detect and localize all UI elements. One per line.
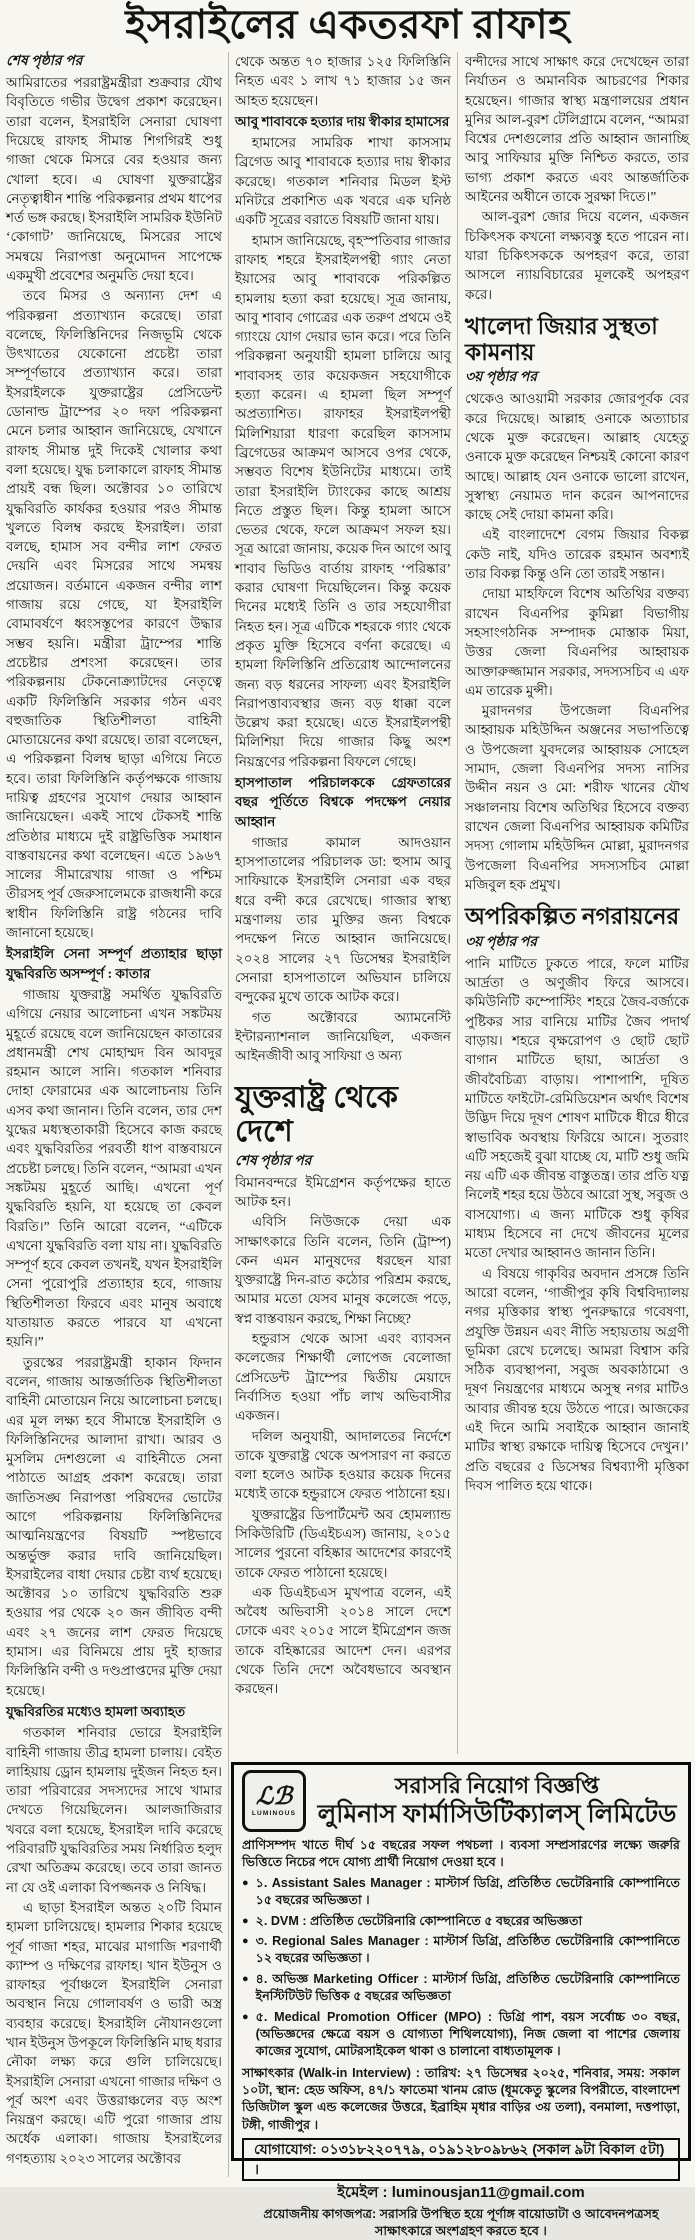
masthead [0, 0, 695, 48]
luminous-logo-icon [242, 1770, 306, 1832]
ad-intro: প্রাণিসম্পদ খাতে দীর্ঘ ১৫ বছরের সফল পথচলা । ব্যবসা সম্প্রসারণের লক্ষ্যে জরুরি ভিত্তিতে নিচের পদে যোগ্য প্রার্থী নিয়োগ দেওয়া হবে । [242, 1838, 680, 1870]
article-paragraph: থেকেও আওয়ামী সরকার জোরপূর্বক বের করে দিয়েছে। আল্লাহ ওনাকে অত্যাচার থেকে মুক্ত করেছেন। আল্লাহ যেহেতু ওনাকে মুক্ত করেছেন নিশ্চয়ই কোনো কারণ আছে। আল্লাহ যেন ওনাকে ভালো রাখেন, সুস্বাস্থ্য নেয়ামত দান করেন আপনাদের কাছে সেই দোয়া কামনা করি। [465, 391, 689, 523]
article-paragraph: যুক্তরাষ্ট্রের ডিপার্টমেন্ট অব হোমল্যান্ড সিকিউরিটি (ডিএইচএস) জানায়, ২০১৫ সালের পুরনো বহিষ্কার আদেশের কারণেই তাকে ফেরত পাঠানো হয়েছে। [235, 1506, 451, 1580]
bullet-icon: ● [242, 2010, 249, 2023]
page-headline: ইসরাইলের একতরফা রাফাহ [125, 2, 570, 47]
logo-monogram: ℒℬ [255, 1780, 293, 1810]
ad-position-text: ২. DVM : প্রতিষ্ঠিত ভেটেরিনারি কোম্পানিতে ৫ বছরের অভিজ্ঞতা [255, 1913, 583, 1928]
article-paragraph: দোয়া মাহফিলে বিশেষ অতিথির বক্তব্য রাখেন বিএনপির কুমিল্লা বিভাগীয় সহসাংগঠনিক সম্পাদক মোস্তাক মিয়া, উত্তর জেলা বিএনপির আহ্বায়ক আক্তারুজ্জামান সরকার, সদস্যসচিব এ এফ এম তারেক মুন্সী। [465, 586, 689, 698]
ad-company-name: লুমিনাস ফার্মাসিউটিক্যালস্ লিমিটেড [317, 1799, 677, 1828]
article-paragraph: গত অক্টোবরে অ্যামনেস্টি ইন্টারন্যাশনাল জানিয়েছিল, একজন আইনজীবী আবু সাফিয়া ও অন্য [235, 1009, 451, 1064]
headline-khaleda-zia: খালেদা জিয়ার সুস্থতা কামনায় [465, 313, 658, 365]
ad-documents-note: প্রয়োজনীয় কাগজপত্র: সরাসরি উপস্থিত হয়ে পূর্ণাঙ্গ বায়োডাটা ও আবেদনপত্রসহ সাক্ষাৎকারে অংশগ্রহণ করতে হবে । [263, 2206, 659, 2238]
article-paragraph: গাজার কামাল আদওয়ান হাসপাতালের পরিচালক ডা: হুসাম আবু সাফিয়াকে ইসরাইলি সেনারা এক বছর ধরে বন্দী করে রেখেছে। গাজার স্বাস্থ্য মন্ত্রণালয় তার মুক্তির জন্য বিশ্বকে পদক্ষেপ নিতে আহ্বান জানিয়েছে। ২০২৪ সালের ২৭ ডিসেম্বর ইসরাইলি সেনারা হাসপাতালে অভিযান চালিয়ে বন্দুকের মুখে তাকে আটক করে। [235, 834, 451, 1005]
right-region [229, 52, 691, 2238]
ad-titles [314, 1773, 680, 1828]
article-paragraph: গাজায় যুক্তরাষ্ট্র সমর্থিত যুদ্ধবিরতি এগিয়ে নেয়ার আলোচনা এখন সঙ্কটময় মুহূর্তে রয়েছে বলে জানিয়েছেন কাতারের প্রধানমন্ত্রী শেখ মোহাম্মদ বিন আবদুর রহমান আলে সানি। গতকাল শনিবার দোহা ফোরামের এক আলোচনায় তিনি এসব কথা জানান। তিনি বলেন, তার দেশ যুদ্ধের মধ্যস্থতাকারী হিসেবে কাজ করছে এবং যুদ্ধবিরতির পরবর্তী ধাপ বাস্তবায়নে প্রচেষ্টা চলছে। তিনি বলেন, “আমরা এখন সঙ্কটময় মুহূর্তে আছি। এখনো পূর্ণ যুদ্ধবিরতি হয়নি, যা হয়েছে তা কেবল বিরতি।” তিনি আরো বলেন, “এটিকে এখনো যুদ্ধবিরতি বলা যায় না। যুদ্ধবিরতি সম্পূর্ণ হবে কেবল তখনই, যখন ইসরাইলি সেনা পুরোপুরি প্রত্যাহার হবে, গাজায় স্থিতিশীলতা ফিরবে এবং মানুষ অবাধে যাতায়াত করতে পারবে যা এখনো হয়নি।” [6, 986, 222, 1350]
ad-header [242, 1770, 680, 1832]
continued-from-label: ৩য় পৃষ্ঠার পর [465, 934, 537, 950]
article-paragraph: হামাসের সামরিক শাখা কাসসাম ব্রিগেড আবু শাবাবকে হত্যার দায় স্বীকার করেছে। গতকাল শনিবার মিডল ইস্ট মনিটরে প্রকাশিত এক খবরে এক ঘনিষ্ঠ একটি সূত্রের বরাতে বিষয়টি জানা যায়। [235, 135, 451, 228]
article-paragraph: বন্দীদের সাথে সাক্ষাৎ করে দেখেছেন তারা নির্যাতন ও অমানবিক আচরণের শিকার হয়েছেন। গাজার স্বাস্থ্য মন্ত্রণালয়ের প্রধান মুনির আল-বুরশ টেলিগ্রামে বলেন, “আমরা বিশ্বের দেশগুলোর প্রতি আহ্বান জানাচ্ছি আবু সাফিয়ার মুক্তি নিশ্চিত করতে, তার ভাগ্য প্রকাশ করতে এবং আন্তর্জাতিক আইনের অধীনে তাকে সুরক্ষা দিতে।” [465, 54, 689, 205]
article-paragraph: বিমানবন্দরে ইমিগ্রেশন কর্তৃপক্ষের হাতে আটক হন। [235, 1174, 451, 1209]
column-3 [458, 52, 691, 1754]
ad-position-text: ৩. Regional Sales Manager : মাস্টার্স ডিগ্রি, প্রতিষ্ঠিত ভেটেরিনারি কোম্পানিতে ১২ বছরের অভিজ্ঞতা । [255, 1934, 680, 1966]
article-paragraph: এবিসি নিউজকে দেয়া এক সাক্ষাৎকারে তিনি বলেন, তিনি (ট্রাম্প) কেন এমন মানুষদের ধরছেন যারা যুক্তরাষ্ট্রে দিন-রাত কঠোর পরিশ্রম করছে, আমার মতো যেসব মানুষ কলেজে পড়ে, স্বপ্ন বাস্তবায়ন করছে, শিক্ষা নিচ্ছে? [235, 1214, 451, 1326]
subheadline-qatar-ceasefire: ইসরাইলি সেনা সম্পূর্ণ প্রত্যাহার ছাড়া যুদ্ধবিরতি অসম্পূর্ণ : কাতার [6, 946, 222, 981]
column-2 [229, 52, 458, 1754]
headline-us-to-home: যুক্তরাষ্ট্র থেকে দেশে [235, 1081, 398, 1149]
recruitment-ad [231, 1762, 691, 2238]
article-paragraph: হামাস জানিয়েছে, বৃহস্পতিবার গাজার রাফাহ শহরে ইসরাইলপন্থী গ্যাং নেতা ইয়াসের আবু শাবাবকে পরিকল্পিত হামলায় হত্যা করা হয়েছে। সূত্র জানায়, আবু শাবাব গোত্রের এক তরুণ প্রথমে ওই গ্যাংয়ে যোগ দেয়ার ভান করে। পরে তিনি পরিকল্পনা অনুযায়ী হামলা চালিয়ে আবু শাবাবসহ তার কয়েকজন সহযোগীকে হত্যা করেন। এ হামলা ছিল সম্পূর্ণ অপ্রত্যাশিত। রাফাহর ইসরাইলপন্থী মিলিশিয়ারা ধারণা করেছিল কাসসাম ব্রিগেডের আক্রমণ আসবে ওপর থেকে, সম্ভবত বিশেষ ইউনিটের মাধ্যমে। তাই তারা ইসরাইলি ট্যাংকের কাছে আশ্রয় নিতে প্রস্তুত ছিল। কিন্তু হামলা আসে ভেতর থেকে, ফলে আক্রমণ সফল হয়। সূত্র আরো জানায়, কয়েক দিন আগে আবু শাবাব ভিডিও বার্তায় রাফাহ ‘পরিষ্কার’ করার ঘোষণা দিয়েছিলেন। কিন্তু কয়েক দিনের মধ্যেই তিনি ও তার সহযোগীরা নিহত হন। সূত্র এটিকে শহরকে গ্যাং থেকে প্রকৃত মুক্তি হিসেবে বর্ণনা করেছে। এ হামলা ফিলিস্তিনি প্রতিরোধ আন্দোলনের জন্য বড় ধরনের সাফল্য এবং ইসরাইলি নিরাপত্তাব্যবস্থার জন্য বড় ধাক্কা বলে উল্লেখ করা হয়েছে। এতে ইসরাইলপন্থী মিলিশিয়া দিয়ে গাজার কিছু অংশ নিয়ন্ত্রণের পরিকল্পনা বিফলে গেছে। [235, 232, 451, 769]
headline-unplanned-urbanization: অপরিকল্পিত নগরায়নের [465, 904, 680, 930]
article-paragraph: দলিল অনুযায়ী, আদালতের নির্দেশে তাকে যুক্তরাষ্ট্র থেকে অপসারণ না করতে বলা হলেও আটক হওয়ার কয়েক দিনের মধ্যেই তাকে হন্ডুরাসে ফেরত পাঠানো হয়। [235, 1428, 451, 1502]
article-paragraph: গতকাল শনিবার ভোরে ইসরাইলি বাহিনী গাজায় তীব্র হামলা চালায়। বেইত লাহিয়ায় ড্রোন হামলায় দুইজন নিহত হন। তারা পরিবারের সদস্যদের সাথে খামার দেখতে গিয়েছিলেন। আলজাজিরার খবরে বলা হয়েছে, ইসরাইল দাবি করেছে পরিবারটি যুদ্ধবিরতির সময় নির্ধারিত হলুদ রেখা অতিক্রম করেছে। তবে তারা জানত না যে ওই এলাকা বিপজ্জনক ও নিষিদ্ধ। [6, 1725, 222, 1895]
logo-brand-text: LUMINOUS [251, 1809, 297, 1817]
ad-title: সরাসরি নিয়োগ বিজ্ঞপ্তি [394, 1773, 600, 1799]
article-paragraph: এ বিষয়ে গাকৃবির অবদান প্রসঙ্গে তিনি আরো বলেন, ‘গাজীপুর কৃষি বিশ্ববিদ্যালয় নগর মৃত্তিকার স্বাস্থ্য পুনরুদ্ধারে গবেষণা, প্রযুক্তি উন্নয়ন এবং নীতি সহায়তায় অগ্রণী ভূমিকা রেখে চলেছে। আমরা বিশ্বাস করি সঠিক ব্যবস্থাপনা, সবুজ অবকাঠামো ও দূষণ নিয়ন্ত্রণের মাধ্যমে অসুস্থ নগর মাটিও আবার জীবন্ত হয়ে উঠতে পারে। আজকের এই দিনে আমি সবাইকে আহ্বান জানাই মাটির স্বাস্থ্য রক্ষাকে দায়িত্ব হিসেবে দেখুন।’ প্রতি বছরের ৫ ডিসেম্বর বিশ্বব্যাপী মৃত্তিকা দিবস পালিত হয়ে থাকে। [465, 1265, 689, 1493]
column-1 [4, 52, 229, 2177]
article-paragraph: এই বাংলাদেশে বেগম জিয়ার বিকল্প কেউ নাই, যদিও তারেক রহমান অবশ্যই তার বিকল্প কিন্তু ওনি তো তারই সন্তান। [465, 527, 689, 582]
ad-position-item [242, 1875, 680, 1910]
article-paragraph: তবে মিসর ও অন্যান্য দেশ এ পরিকল্পনা প্রত্যাখ্যান করেছে। তারা বলেছে, ফিলিস্তিনিদের নিজভূমি থেকে উৎখাতের যেকোনো প্রচেষ্টা তারা সম্পূর্ণভাবে প্রত্যাখ্যান করে। তারা ইসরাইলকে যুক্তরাষ্ট্রের প্রেসিডেন্ট ডোনাল্ড ট্রাম্পের ২০ দফা পরিকল্পনা মেনে চলার আহ্বান জানিয়েছে, যেখানে রাফাহ সীমান্ত দুই দিকেই খোলার কথা বলা হয়েছে। যুদ্ধ চলাকালে রাফাহ সীমান্ত প্রায়ই বন্ধ ছিল। অক্টোবর ১০ তারিখে যুদ্ধবিরতি কার্যকর হওয়ার পরও সীমান্ত খুলতে বিলম্ব করছে ইসরাইল। তারা বলছে, হামাস সব বন্দীর লাশ ফেরত দেয়নি এবং মিসরের সাথে সমন্বয় প্রয়োজন। বর্তমানে একজন বন্দীর লাশ গাজায় রয়ে গেছে, যা ইসরাইলি বোমাবর্ষণে ধ্বংসস্তূপের কারণে উদ্ধার সম্ভব হয়নি। মন্ত্রীরা ট্রাম্পের শান্তি প্রচেষ্টার প্রশংসা করেছেন। তার পরিকল্পনায় টেকনোক্র্যাটদের নেতৃত্বে একটি ফিলিস্তিনি সরকার গঠন এবং বহুজাতিক স্থিতিশীলতা বাহিনী মোতায়েনের কথা রয়েছে। তারা বলেছেন, এ পরিকল্পনা বিলম্ব ছাড়া এগিয়ে নিতে হবে। তারা ফিলিস্তিনি কর্তৃপক্ষকে গাজায় দায়িত্ব গ্রহণের সুযোগ দেয়ার আহ্বান জানিয়েছেন। একই সাথে টেকসই শান্তি প্রতিষ্ঠার মাধ্যমে দুই রাষ্ট্রভিত্তিক সমাধান বাস্তবায়নের কথা বলেছেন। এতে ১৯৬৭ সালের সীমারেখায় গাজা ও পশ্চিম তীরসহ পূর্ব জেরুসালেমকে রাজধানী করে স্বাধীন ফিলিস্তিনি রাষ্ট্র গঠনের দাবি জানানো হয়েছে। [6, 288, 222, 941]
ad-position-item [242, 1913, 680, 1931]
bullet-icon: ● [242, 1876, 249, 1889]
continued-from-label: শেষ পৃষ্ঠার পর [235, 1153, 312, 1169]
article-paragraph: তুরস্কের পররাষ্ট্রমন্ত্রী হাকান ফিদান বলেন, গাজায় আন্তর্জাতিক স্থিতিশীলতা বাহিনী মোতায়েন নিয়ে আলোচনা চলছে। এর মূল লক্ষ্য হবে সীমান্তে ইসরাইলি ও ফিলিস্তিনিদের আলাদা রাখা। আরব ও মুসলিম দেশগুলো এ বাহিনীতে সেনা পাঠাতে আগ্রহ প্রকাশ করেছে। তারা জাতিসঙ্ঘ নিরাপত্তা পরিষদের ভোটের আগে পরিকল্পনায় ফিলিস্তিনিদের আত্মনিয়ন্ত্রণের বিষয়টি স্পষ্টভাবে অন্তর্ভুক্ত করার দাবি জানিয়েছিল। ইসরাইলের বাধা দেয়ার চেষ্টা ব্যর্থ হয়েছে। অক্টোবর ১০ তারিখে যুদ্ধবিরতি শুরু হওয়ার পর থেকে ২০ জন জীবিত বন্দী এবং ২৭ জনের লাশ ফেরত দিয়েছে হামাস। এর বিনিময়ে প্রায় দুই হাজার ফিলিস্তিনি বন্দী ও দণ্ডপ্রাপ্তদের মুক্তি দেয়া হয়েছে। [6, 1354, 222, 1698]
article-paragraph: হন্ডুরাস থেকে আসা এবং ব্যাবসন কলেজের শিক্ষার্থী লোপেজ বেলোজা প্রেসিডেন্ট ট্রাম্পের দ্বিতীয় মেয়াদে নির্বাসিত হওয়া পাঁচ লাখ অভিবাসীর একজন। [235, 1331, 451, 1424]
article-paragraph: এ ছাড়া ইসরাইল অন্তত ২০টি বিমান হামলা চালিয়েছে। হামলার শিকার হয়েছে পূর্ব গাজা শহর, মাঝের মাগাজি শরণার্থী ক্যাম্প ও দক্ষিণের রাফাহ। খান ইউনুস ও রাফাহর পূর্বাঞ্চলে ইসরাইলি সেনারা অবস্থান নিয়ে গোলাবর্ষণ ও ভারী অস্ত্র ব্যবহার করেছে। ইসরাইলি নৌযানগুলো খান ইউনুস উপকূলে ফিলিস্তিনি মাছ ধরার নৌকা লক্ষ্য করে গুলি চালিয়েছে। ইসরাইলি সেনারা এখনো গাজার দক্ষিণ ও পূর্ব অংশ এবং উত্তরাঞ্চলের বড় অংশ নিয়ন্ত্রণ করছে। এটি পুরো গাজার প্রায় অর্ধেক এলাকা। গাজায় ইসরাইলের গণহত্যায় ২০২৩ সালের অক্টোবর [6, 1899, 222, 2166]
ad-position-text: ১. Assistant Sales Manager : মাস্টার্স ডিগ্রি, প্রতিষ্ঠিত ভেটেরিনারি কোম্পানিতে ১৫ বছরের অভিজ্ঞতা । [255, 1875, 680, 1908]
article-paragraph: মুরাদনগর উপজেলা বিএনপির আহ্বায়ক মহিউদ্দিন অঞ্জনের সভাপতিত্বে ও উপজেলা যুবদলের আহ্বায়ক সোহেল সামাদ, জেলা বিএনপির সদস্য নাসির উদ্দীন নয়ন ও মো: শরীফ খানের যৌথ সঞ্চালনায় বিশেষ অতিথির হিসেবে বক্তব্য রাখেন জেলা বিএনপির আহ্বায়ক কমিটির সদস্য গোলাম মহিউদ্দিন মোল্লা, মুরাদনগর উপজেলা বিএনপির সদস্যসচিব মোল্লা মজিবুল হক প্রমুখ। [465, 703, 689, 892]
article-paragraph: এক ডিএইচএস মুখপাত্র বলেন, এই অবৈধ অভিবাসী ২০১৪ সালে দেশে ঢোকে এবং ২০১৫ সালে ইমিগ্রেশন জজ তাকে বহিষ্কারের আদেশ দেন। এরপর থেকে তিনি দেশে অবৈধভাবে অবস্থান করছেন। [235, 1584, 451, 1697]
subheadline-hospital-director: হাসপাতাল পরিচালককে গ্রেফতারের বছর পূর্তিতে বিশ্বকে পদক্ষেপ নেয়ার আহ্বান [235, 774, 451, 829]
ad-position-item [242, 1933, 680, 1968]
ad-email: ইমেইল : luminousjan11@gmail.com [337, 2183, 585, 2201]
bullet-icon: ● [242, 1972, 249, 1985]
subheadline-attacks-continue: যুদ্ধবিরতির মধ্যেও হামলা অব্যাহত [6, 1703, 186, 1719]
two-column-block [229, 52, 691, 1754]
bullet-icon: ● [242, 1935, 249, 1948]
bullet-icon: ● [242, 1914, 249, 1927]
continued-from-label: শেষ পৃষ্ঠার পর [6, 54, 83, 69]
article-paragraph: থেকে অন্তত ৭০ হাজার ১২৫ ফিলিস্তিনি নিহত এবং ১ লাখ ৭১ হাজার ১৫ জন আহত হয়েছেন। [235, 54, 451, 108]
subheadline-abu-shabab: আবু শাবাবকে হত্যার দায় স্বীকার হামাসের [235, 113, 450, 129]
article-paragraph: আল-বুরশ জোর দিয়ে বলেন, একজন চিকিৎসক কখনো লক্ষ্যবস্তু হতে পারেন না। যারা চিকিৎসককে অপহরণ করে, তারা আসলে ন্যায়বিচারের মূলকেই অপহরণ করে। [465, 209, 689, 302]
article-paragraph: আমিরাতের পররাষ্ট্রমন্ত্রীরা শুক্রবার যৌথ বিবৃতিতে গভীর উদ্বেগ প্রকাশ করেছেন। তারা বলেন, ইসরাইলি সেনারা ঘোষণা দিয়েছে রাফাহ সীমান্ত শিগগিরই শুধু গাজা থেকে মিসরে বের হওয়ার জন্য খোলা হবে। এ ঘোষণা যুক্তরাষ্ট্রের নেতৃত্বাধীন শান্তি পরিকল্পনার প্রথম ধাপের শর্ত ভঙ্গ করছে। ইসরাইলি সামরিক ইউনিট ‘কোগাট’ জানিয়েছে, মিসরের সাথে সমন্বয়ে নিরাপত্তা অনুমোদন সাপেক্ষে একমুখী প্রবেশের অনুমতি দেয়া হবে। [6, 75, 222, 283]
ad-position-text: ৫. Medical Promotion Officer (MPO) : ডিগ্রি পাশ, বয়স সর্বোচ্চ ৩০ বছর, (অভিজ্ঞদের ক্ষেত্রে বয়স ও যোগ্যতা শিথিলযোগ্য), নিজ জেলা বা পাশের জেলায় কাজের সুযোগ, মোটরসাইকেল থাকা ও চালানো বাধ্যতামূলক । [255, 2009, 680, 2059]
ad-contact-phone: যোগাযোগ: ০১৩১৮২২০৭৭৯, ০১৯১২৮০৯৮৬২ (সকাল ৯টা বিকাল ৫টা) । [242, 2138, 680, 2181]
page-content [0, 48, 695, 2238]
ad-position-item [242, 2009, 680, 2061]
ad-interview-info: সাক্ষাৎকার (Walk-in Interview) : তারিখ: ২৭ ডিসেম্বর ২০২৫, শনিবার, সময়: সকাল ১০টা, স্থান: হেড অফিস, ৪৭/১ ফাতেমা খানম রোড (ধূমকেতু স্কুলের বিপরীতে, বাংলাদেশ ডিজিটাল স্কুল এন্ড কলেজের উত্তরে, ইব্রাহিম মৃধার বাড়ির ৩য় তলা), বনমালা, দত্তপাড়া, টঙ্গী, গাজীপুর । [242, 2065, 680, 2132]
ad-position-item [242, 1971, 680, 2006]
ad-position-text: ৪. অভিজ্ঞ Marketing Officer : মাস্টার্স ডিগ্রি, প্রতিষ্ঠিত ভেটেরিনারি কোম্পানিতে ইনস্টিটিউট ভিত্তিক ৫ বছরের অভিজ্ঞতা [255, 1971, 680, 2004]
article-paragraph: পানি মাটিতে ঢুকতে পারে, ফলে মাটির আর্দ্রতা ও অণুজীব ফিরে আসবে। কমিউনিটি কম্পোস্টিং শহরে জৈব-বর্জ্যকে পুষ্টিকর সার বানিয়ে মাটির জৈব পদার্থ বাড়ায়। শহরে বৃক্ষরোপণ ও ছোট ছোট বাগান মাটিতে ছায়া, আর্দ্রতা ও জীববৈচিত্র্য বাড়ায়। পাশাপাশি, দূষিত মাটিতে ফাইটো-রেমিডিয়েশন অর্থাৎ বিশেষ উদ্ভিদ দিয়ে দূষণ শোষণ মাটিকে ধীরে ধীরে স্বাভাবিক অবস্থায় ফিরিয়ে আনে। সুতরাং এটি সহজেই বুঝা যাচ্ছে যে, মাটি শুধু জমি নয় এটি এক জীবন্ত বাস্তুতন্ত্র। তার প্রতি যত্ন নিলেই শহর হয়ে উঠবে আরো সুস্থ, সবুজ ও বাসযোগ্য। এ জন্য মাটিকে শুধু কৃষির মাধ্যম হিসেবে না দেখে জীবনের মূলের মতো দেখার আহ্বানও জানান তিনি। [465, 955, 689, 1261]
continued-from-label: ৩য় পৃষ্ঠার পর [465, 370, 537, 386]
